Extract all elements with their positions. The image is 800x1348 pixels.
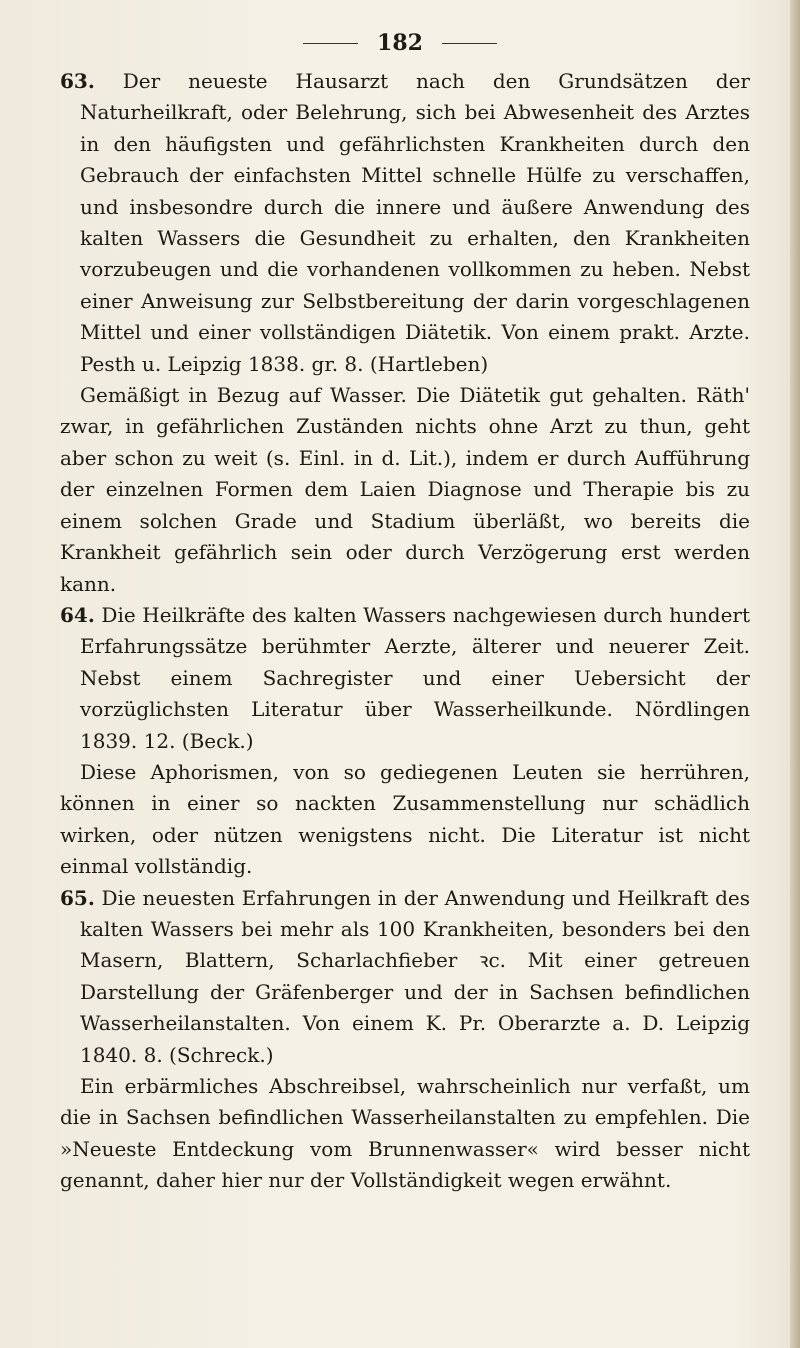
entry-number: 64. <box>60 602 95 627</box>
entry-review-text: Diese Aphorismen, von so gediegenen Leuten sie herrühren, können in einer so nackten Zusammenstellung nur schädlich wirken, oder nützen wenigstens nicht. Die Literatur ist nicht einmal vollständig. <box>60 759 750 879</box>
bibliography-entry <box>60 883 750 1197</box>
entry-review <box>60 757 750 883</box>
entry-review <box>60 380 750 600</box>
page-body <box>60 66 750 1197</box>
page-edge <box>790 0 800 1348</box>
entry-citation <box>60 66 750 380</box>
page-header <box>0 30 800 56</box>
entry-citation <box>60 600 750 757</box>
entry-number: 65. <box>60 885 95 910</box>
entry-title: Der neueste Hausarzt nach den Grundsätzen der Naturheilkraft, oder Belehrung, sich bei Abwesenheit des Arztes in den häufigsten und gefährlichsten Krankheiten durch den Gebrauch der einfachsten Mittel schnelle Hülfe zu verschaffen, und insbesondre durch die innere und äußere Anwendung des kalten Wassers die Gesundheit zu erhalten, den Krankheiten vorzubeugen und die vorhandenen vollkommen zu heben. Nebst einer Anweisung zur Selbstbereitung der darin vorgeschlagenen Mittel und einer vollständigen Diätetik. Von einem prakt. Arzte. Pesth u. Leipzig 1838. gr. 8. (Hartleben) <box>80 69 750 376</box>
entry-review-text: Gemäßigt in Bezug auf Wasser. Die Diätetik gut gehalten. Räth' zwar, in gefährlichen Zuständen nichts ohne Arzt zu thun, geht aber schon zu weit (s. Einl. in d. Lit.), indem er durch Aufführung der einzelnen Formen dem Laien Diagnose und Therapie bis zu einem solchen Grade und Stadium überläßt, wo bereits die Krankheit gefährlich sein oder durch Verzögerung erst werden kann. <box>60 383 750 596</box>
page-number: 182 <box>377 30 423 56</box>
bibliography-entry <box>60 600 750 883</box>
entry-number: 63. <box>60 69 95 93</box>
entry-review-text: Ein erbärmliches Abschreibsel, wahrscheinlich nur verfaßt, um die in Sachsen befindlichen Wasserheilanstalten zu empfehlen. Die »Neueste Entdeckung vom Brunnenwasser« wird besser nicht genannt, daher hier nur der Vollständigkeit wegen erwähnt. <box>60 1074 750 1193</box>
header-rule-right <box>442 43 497 44</box>
bibliography-entry <box>60 66 750 600</box>
entry-citation <box>60 883 750 1071</box>
entry-title: Die Heilkräfte des kalten Wassers nachgewiesen durch hundert Erfahrungssätze berühmter Aerzte, älterer und neuerer Zeit. Nebst einem Sachregister und einer Uebersicht der vorzüglichsten Literatur über Wasserheilkunde. Nördlingen 1839. 12. (Beck.) <box>80 602 751 753</box>
header-rule-left <box>303 43 358 44</box>
entry-title: Die neuesten Erfahrungen in der Anwendung und Heilkraft des kalten Wassers bei mehr als 100 Krankheiten, besonders bei den Masern, Blattern, Scharlachfieber ꝛc. Mit einer getreuen Darstellung der Gräfenberger und der in Sachsen befindlichen Wasserheilanstalten. Von einem K. Pr. Oberarzte a. D. Leipzig 1840. 8. (Schreck.) <box>80 885 751 1067</box>
entry-review <box>60 1071 750 1197</box>
